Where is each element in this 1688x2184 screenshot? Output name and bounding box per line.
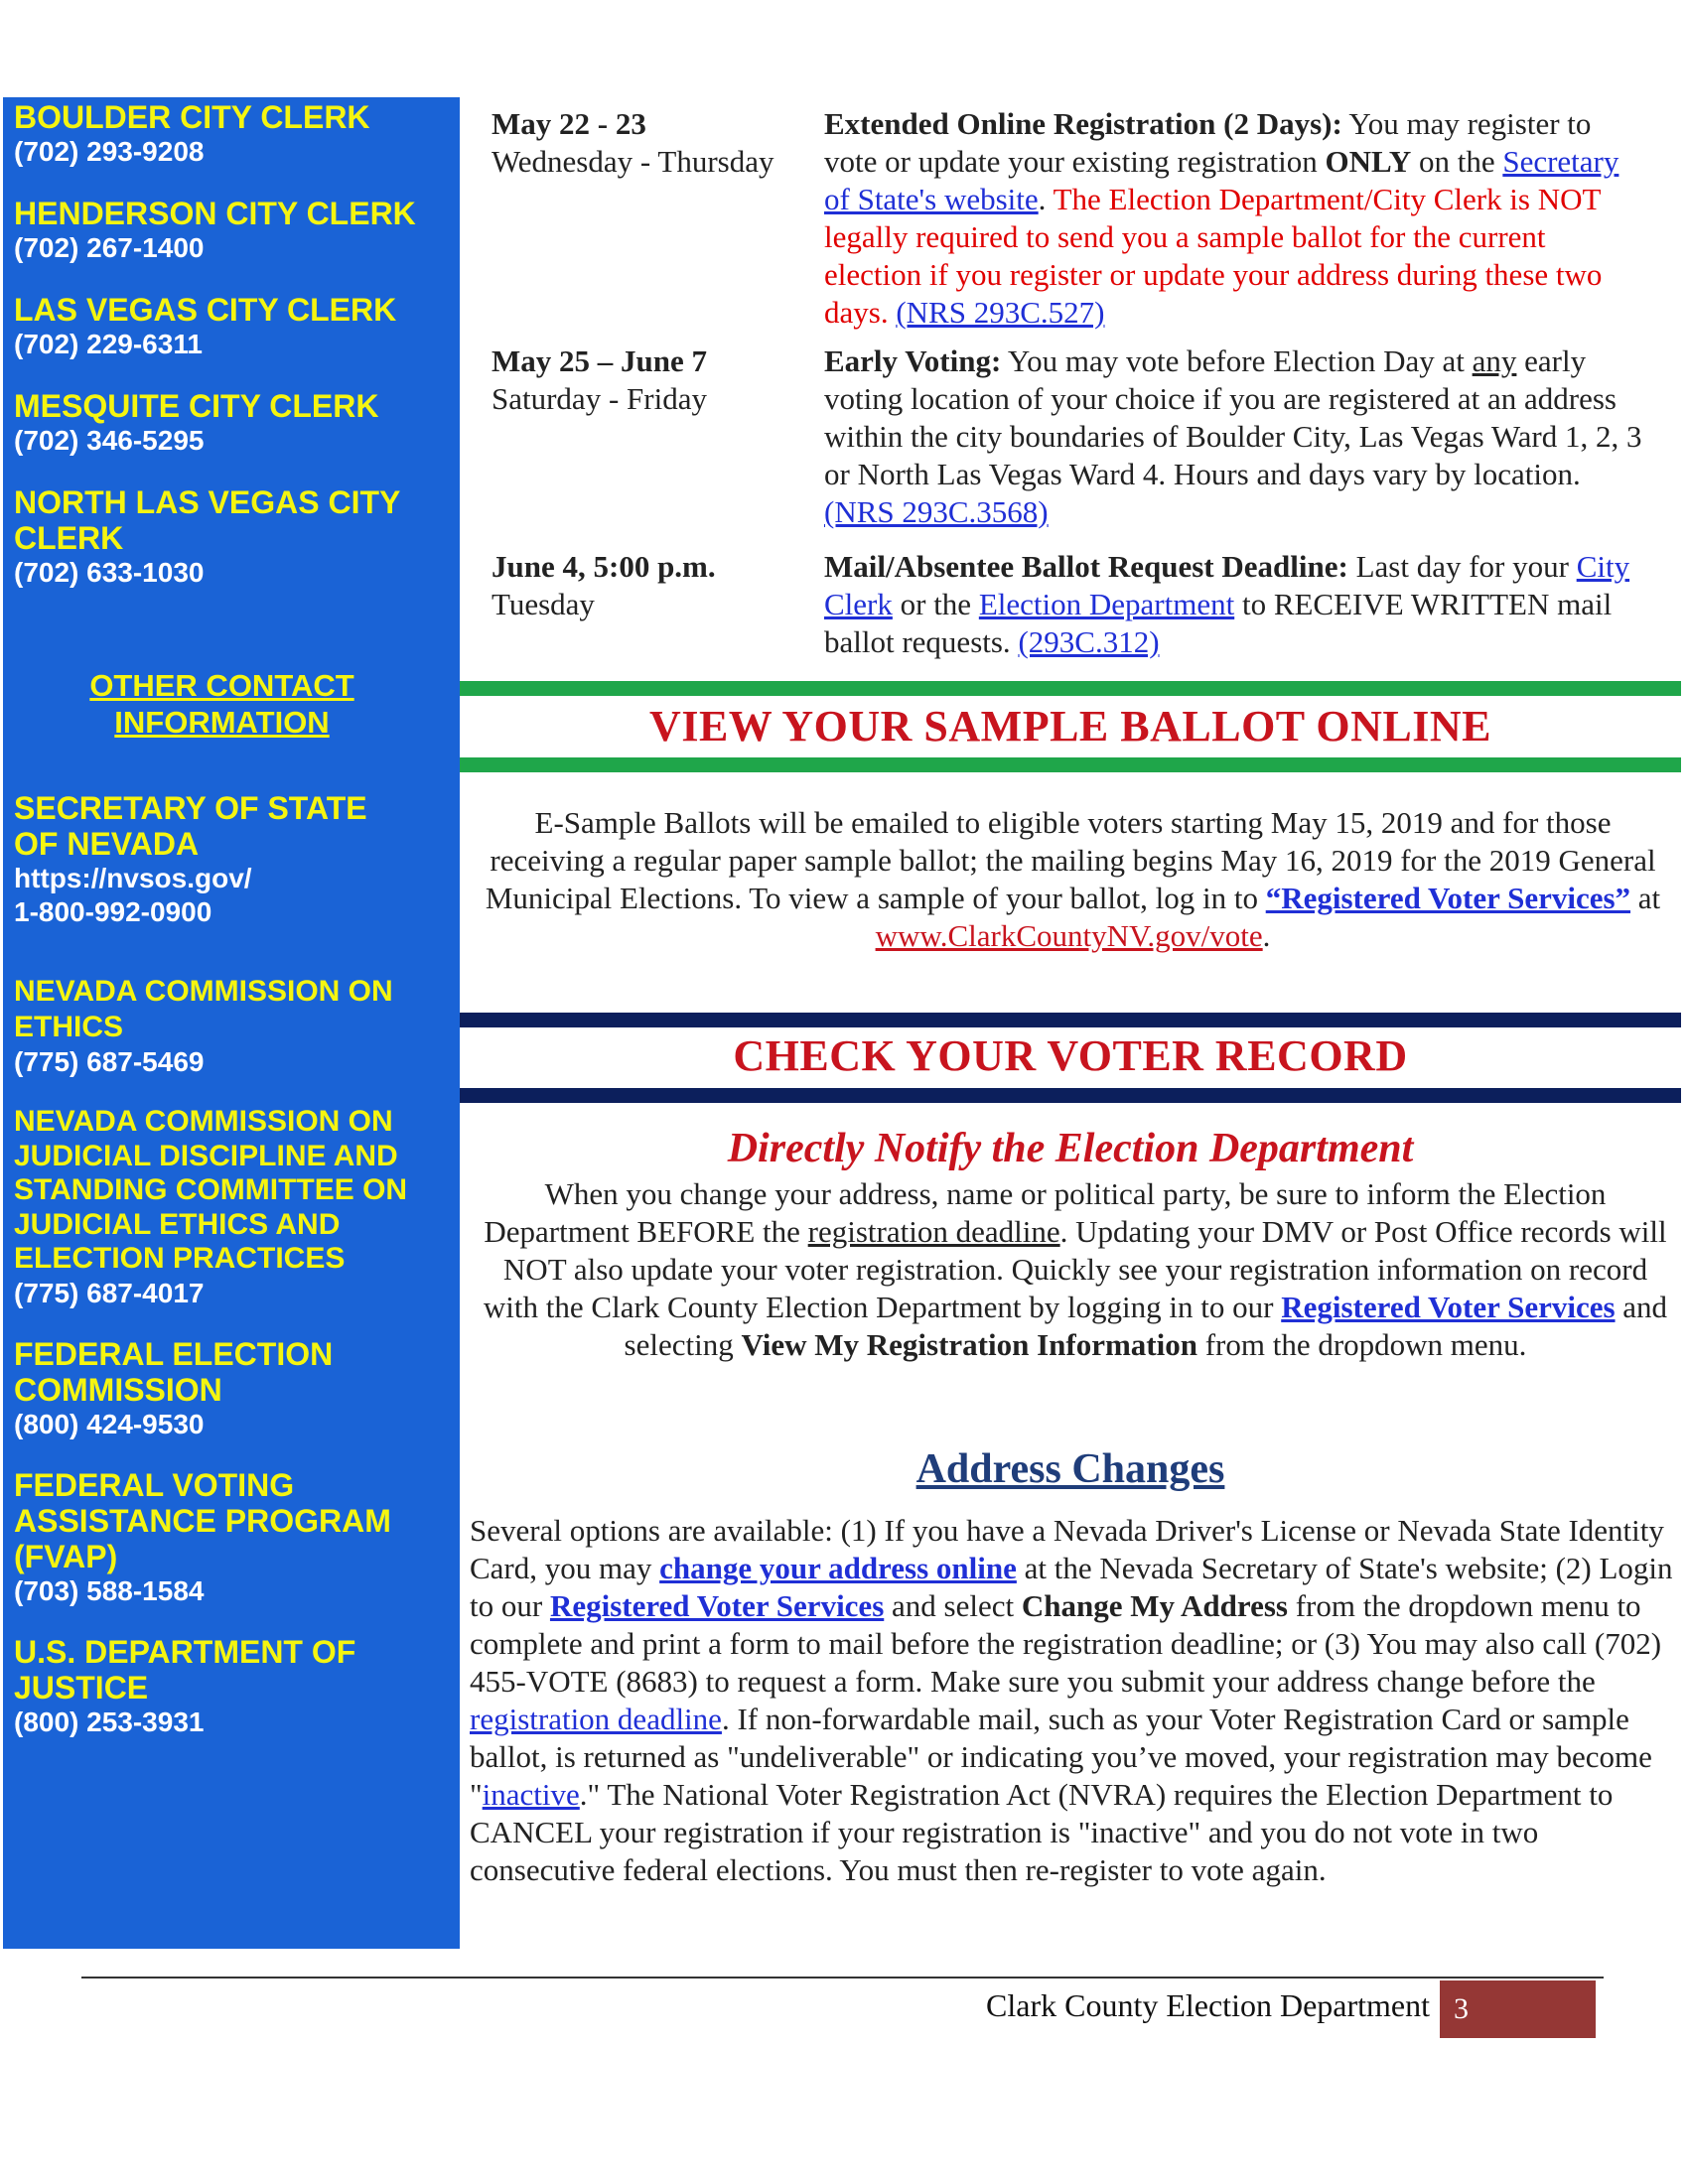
contact-name: FEDERAL ELECTION COMMISSION: [14, 1335, 334, 1408]
contact-boulder-city-clerk: [14, 99, 450, 169]
contact-phone: (702) 267-1400: [14, 232, 205, 263]
change-address-online-link[interactable]: change your address online: [659, 1551, 1017, 1585]
deadline-row: [460, 548, 1688, 677]
navy-divider-top: [460, 1013, 1681, 1027]
page-number: 3: [1440, 1980, 1596, 2038]
contact-phone: (702) 229-6311: [14, 329, 203, 359]
contact-name: SECRETARY OF STATE OF NEVADA: [14, 790, 367, 862]
address-changes-text: Several options are available: (1) If you have a Nevada Driver's License or Nevada State Identity Card, you may change your address online at the Nevada Secretary of State's website; (2) Login to our Registered Voter Services and select Change My Address from the dropdown menu to complete and print a form to mail before the registration deadline; or (3) You may also call (702) 455-VOTE (8683) to request a form. Make sure you submit your address change before the registration deadline. If non-forwardable mail, such as your Voter Registration Card or sample ballot, is returned as "undeliverable" or indicating you’ve moved, your registration may become "inactive." The National Voter Registration Act (NVRA) requires the Election Department to CANCEL your registration if your registration is "inactive" and you do not vote in two consecutive federal elections. You must then re-register to vote again.: [470, 1513, 1673, 1887]
footer-rule: [81, 1977, 1604, 1979]
sample-ballot-heading: VIEW YOUR SAMPLE BALLOT ONLINE: [649, 702, 1491, 751]
deadline-day: Saturday - Friday: [492, 381, 707, 416]
contact-name: NEVADA COMMISSION ON JUDICIAL DISCIPLINE AND STANDING COMMITTEE ON JUDICIAL ETHICS AND ELECTION PRACTICES: [14, 1105, 408, 1275]
contact-website[interactable]: https://nvsos.gov/: [14, 863, 252, 893]
contact-north-las-vegas-city-clerk: [14, 484, 450, 590]
deadline-day: Tuesday: [492, 587, 595, 621]
registration-deadline-link[interactable]: registration deadline: [470, 1702, 722, 1736]
secretary-of-state-link[interactable]: Secretary of State's website: [824, 144, 1619, 216]
inactive-link[interactable]: inactive: [482, 1777, 580, 1812]
contact-name: NORTH LAS VEGAS CITY CLERK: [14, 484, 400, 556]
deadline-date: May 25 – June 7: [492, 343, 707, 378]
sample-ballot-text: E-Sample Ballots will be emailed to eligible voters starting May 15, 2019 and for those receiving a regular paper sample ballot; the mailing begins May 16, 2019 for the 2019 General Municipal Elections. To view a sample of your ballot, log in to “Registered Voter Services” at www.ClarkCountyNV.gov/vote.: [485, 805, 1661, 953]
voter-record-heading: CHECK YOUR VOTER RECORD: [733, 1031, 1408, 1080]
contact-federal-election-commission: [14, 1336, 450, 1441]
contact-secretary-of-state: [14, 790, 450, 929]
green-divider-top: [460, 681, 1681, 696]
contact-name: MESQUITE CITY CLERK: [14, 388, 379, 424]
green-divider-bottom: [460, 757, 1681, 772]
navy-divider-bottom: [460, 1088, 1681, 1103]
contact-name: BOULDER CITY CLERK: [14, 99, 370, 135]
deadline-day: Wednesday - Thursday: [492, 144, 774, 179]
notify-department-subheading: Directly Notify the Election Department: [727, 1126, 1414, 1171]
registered-voter-services-link[interactable]: “Registered Voter Services”: [1265, 881, 1631, 915]
warning-text: The Election Department/City Clerk is NOT legally required to send you a sample ballot for the current election if you register or update your address during these two days.: [824, 182, 1603, 330]
contact-name: FEDERAL VOTING ASSISTANCE PROGRAM (FVAP): [14, 1466, 391, 1574]
contact-phone: (702) 293-9208: [14, 136, 205, 167]
city-clerk-link[interactable]: City Clerk: [824, 549, 1630, 621]
contact-name: HENDERSON CITY CLERK: [14, 196, 416, 231]
contact-phone: (702) 346-5295: [14, 425, 205, 456]
address-changes-heading: Address Changes: [915, 1446, 1225, 1492]
registered-voter-services-link[interactable]: Registered Voter Services: [549, 1588, 885, 1623]
contact-phone: (800) 253-3931: [14, 1706, 205, 1737]
contact-judicial-discipline-commission: [14, 1105, 450, 1310]
main-content: [460, 97, 1688, 1964]
contact-name: U.S. DEPARTMENT OF JUSTICE: [14, 1633, 356, 1706]
contact-las-vegas-city-clerk: [14, 292, 450, 361]
deadline-row: [460, 342, 1688, 541]
contact-phone: (703) 588-1584: [14, 1574, 205, 1606]
deadline-description: Mail/Absentee Ballot Request Deadline: Last day for your City Clerk or the Election Department to RECEIVE WRITTEN mail ballot requests. (293C.312): [824, 549, 1630, 659]
contact-us-doj: [14, 1634, 450, 1739]
contact-phone: (775) 687-5469: [14, 1046, 205, 1077]
clark-county-vote-link[interactable]: www.ClarkCountyNV.gov/vote: [875, 918, 1263, 953]
contact-henderson-city-clerk: [14, 196, 450, 265]
sidebar: [3, 97, 460, 1949]
contact-nevada-ethics-commission: [14, 974, 450, 1079]
registered-voter-services-link[interactable]: Registered Voter Services: [1281, 1290, 1616, 1324]
contact-phone: 1-800-992-0900: [14, 896, 212, 927]
contact-name: NEVADA COMMISSION ON ETHICS: [14, 975, 393, 1043]
election-department-link[interactable]: Election Department: [978, 587, 1235, 621]
contact-phone: (775) 687-4017: [14, 1277, 205, 1308]
nrs-293c312-link[interactable]: (293C.312): [1018, 624, 1160, 659]
deadline-description: Early Voting: You may vote before Election Day at any early voting location of your choice if you are registered at an address within the city boundaries of Boulder City, Las Vegas Ward 1, 2, 3 or North Las Vegas Ward 4. Hours and days vary by location. (NRS 293C.3568): [824, 343, 1642, 529]
contact-name: LAS VEGAS CITY CLERK: [14, 292, 397, 328]
deadline-description: Extended Online Registration (2 Days): You may register to vote or update your existing registration ONLY on the Secretary of State's website. The Election Department/City Clerk is NOT legally required to send you a sample ballot for the current election if you register or update your address during these two days. (NRS 293C.527): [824, 106, 1619, 330]
contact-fvap: [14, 1467, 450, 1608]
deadline-row: [460, 105, 1688, 334]
footer-organization: Clark County Election Department: [986, 1987, 1430, 2023]
other-contact-heading: OTHER CONTACT INFORMATION: [89, 668, 354, 740]
contact-phone: (800) 424-9530: [14, 1408, 205, 1439]
deadline-date: May 22 - 23: [492, 106, 646, 141]
voter-record-text: When you change your address, name or political party, be sure to inform the Election Department BEFORE the registration deadline. Updating your DMV or Post Office records will NOT also update your voter registration. Quickly see your registration information on record with the Clark County Election Department by logging in to our Registered Voter Services and selecting View My Registration Information from the dropdown menu.: [483, 1176, 1668, 1362]
nrs-293c3568-link[interactable]: (NRS 293C.3568): [824, 494, 1049, 529]
nrs-293c527-link[interactable]: (NRS 293C.527): [896, 295, 1105, 330]
contact-phone: (702) 633-1030: [14, 557, 205, 588]
contact-mesquite-city-clerk: [14, 388, 450, 458]
deadline-date: June 4, 5:00 p.m.: [492, 549, 716, 584]
